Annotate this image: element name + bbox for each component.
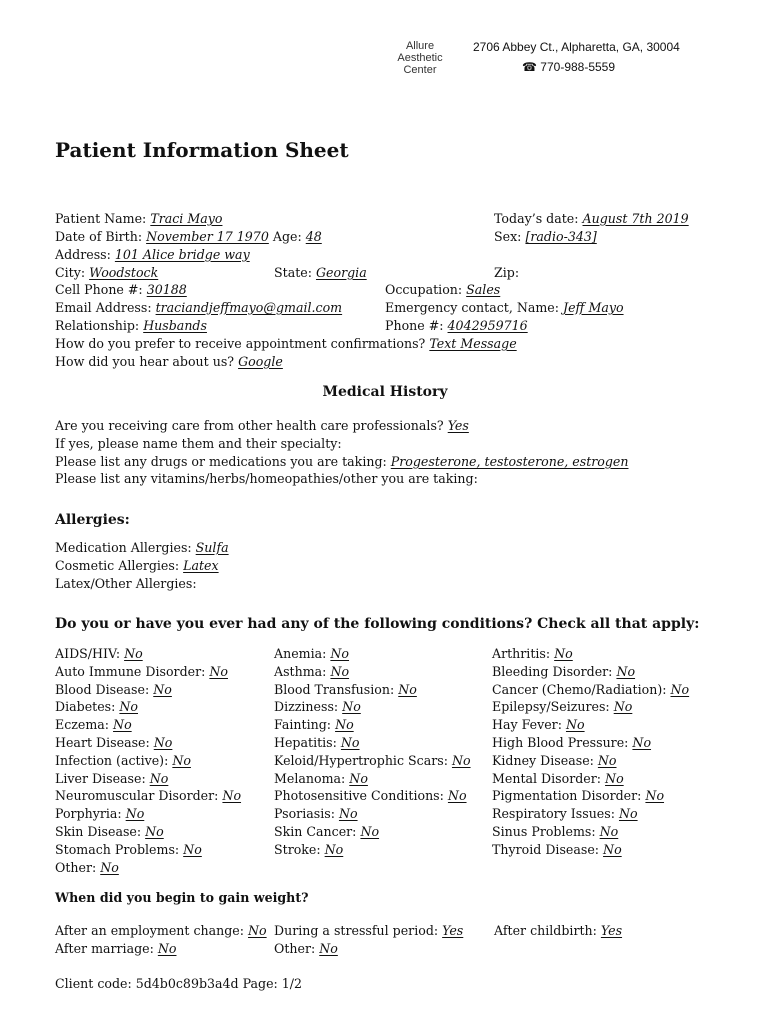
condition-label: Cancer (Chemo/Radiation): [492, 681, 667, 697]
clinic-logo [386, 40, 454, 76]
referral-source-value: Google [238, 354, 283, 369]
condition-label: Anemia: [274, 646, 327, 661]
emergency-contact-value: Jeff Mayo [563, 300, 624, 315]
cosmetic-allergies-label: Cosmetic Allergies: [55, 558, 180, 573]
todays-date-label: Today’s date: [494, 211, 579, 226]
condition-label: Psoriasis: [274, 806, 335, 822]
marriage-value: No [157, 941, 177, 956]
condition-label: Photosensitive Conditions: [274, 788, 444, 804]
condition-label: Diabetes: [55, 699, 116, 715]
condition-row [492, 841, 622, 859]
condition-row [274, 823, 379, 841]
cell-phone-label: Cell Phone #: [55, 282, 143, 297]
cosmetic-allergies-row [55, 557, 219, 575]
telephone-icon: ☎ [522, 60, 537, 74]
condition-label: Kidney Disease: [492, 752, 594, 768]
logo-line: Center [403, 64, 437, 76]
condition-value: No [616, 663, 636, 679]
condition-label: Porphyria: [55, 806, 122, 822]
referral-source-row [55, 353, 283, 371]
dob-row [55, 228, 322, 246]
condition-label: Neuromuscular Disorder: [55, 788, 219, 804]
occupation-label: Occupation: [385, 282, 463, 297]
confirmation-preference-label: How do you prefer to receive appointment confirmations? [55, 336, 426, 351]
cell-phone-value: 30188 [146, 282, 187, 297]
condition-label: Dizziness: [274, 699, 339, 715]
address-row [55, 246, 250, 264]
condition-value: No [618, 806, 638, 822]
confirmation-preference-row [55, 335, 517, 353]
stressful-period-label: During a stressful period: [274, 923, 439, 938]
condition-row [55, 841, 202, 859]
condition-row [274, 663, 349, 681]
logo-line: Aesthetic [397, 52, 443, 64]
medication-allergies-label: Medication Allergies: [55, 540, 192, 555]
condition-value: No [565, 717, 585, 733]
childbirth-value: Yes [600, 923, 623, 938]
todays-date-value: August 7th 2019 [582, 211, 689, 226]
condition-row [55, 681, 172, 699]
condition-value: No [554, 646, 573, 661]
patient-name-label: Patient Name: [55, 211, 147, 226]
condition-row [55, 716, 132, 734]
sex-label: Sex: [494, 229, 522, 244]
other-care-row [55, 417, 469, 435]
condition-value: No [153, 735, 173, 750]
patient-name-value: Traci Mayo [150, 211, 223, 226]
condition-value: No [340, 735, 360, 750]
condition-value: No [172, 752, 191, 768]
condition-value: No [670, 681, 690, 697]
condition-value: No [100, 859, 119, 875]
condition-row [55, 645, 143, 663]
condition-value: No [360, 824, 380, 839]
condition-value: No [330, 646, 350, 661]
condition-row [492, 663, 635, 681]
sex-value: [radio-343] [525, 229, 597, 244]
emergency-phone-label: Phone #: [385, 318, 444, 333]
cosmetic-allergies-value: Latex [183, 558, 219, 573]
other-care-label: Are you receiving care from other health care professionals? [55, 418, 444, 433]
allergies-heading: Allergies: [55, 512, 130, 528]
condition-row [55, 734, 172, 752]
state-value: Georgia [315, 265, 367, 280]
condition-label: AIDS/HIV: [55, 646, 121, 661]
vitamins-label: Please list any vitamins/herbs/homeopathies/other you are taking: [55, 471, 478, 486]
condition-label: Skin Disease: [55, 824, 142, 839]
condition-label: Asthma: [274, 663, 327, 679]
latex-allergies-label: Latex/Other Allergies: [55, 576, 197, 591]
conditions-heading: Do you or have you ever had any of the following conditions? Check all that apply: [55, 616, 700, 632]
condition-label: Other: [55, 859, 97, 875]
condition-value: No [599, 824, 619, 839]
condition-label: Pigmentation Disorder: [492, 788, 642, 804]
sex-row [494, 228, 597, 246]
condition-value: No [597, 752, 617, 768]
condition-row [55, 770, 168, 788]
condition-label: Hay Fever: [492, 717, 562, 733]
condition-label: Bleeding Disorder: [492, 663, 613, 679]
condition-value: No [349, 770, 368, 786]
weight-other-value: No [319, 941, 338, 956]
condition-row [55, 663, 228, 681]
condition-row [55, 859, 119, 877]
condition-row [274, 805, 358, 823]
condition-row [274, 841, 343, 859]
condition-value: No [447, 788, 467, 804]
specialty-label: If yes, please name them and their specialty: [55, 436, 342, 451]
condition-label: Epilepsy/Seizures: [492, 699, 610, 715]
condition-label: Fainting: [274, 717, 332, 733]
condition-row [55, 823, 164, 841]
condition-row [55, 805, 144, 823]
weight-other-row [274, 940, 338, 958]
condition-row [492, 805, 638, 823]
condition-value: No [645, 788, 665, 804]
condition-row [274, 770, 368, 788]
city-label: City: [55, 265, 86, 280]
childbirth-row [494, 922, 622, 940]
condition-value: No [183, 841, 202, 857]
emergency-phone-value: 4042959716 [447, 318, 528, 333]
condition-value: No [613, 699, 633, 715]
condition-label: Sinus Problems: [492, 824, 596, 839]
dob-value: November 17 1970 [146, 229, 269, 244]
condition-value: No [209, 663, 228, 679]
city-value: Woodstock [89, 265, 159, 280]
condition-label: Skin Cancer: [274, 824, 357, 839]
emergency-contact-label: Emergency contact, Name: [385, 300, 560, 315]
condition-label: Infection (active): [55, 752, 169, 768]
condition-value: No [113, 717, 132, 733]
condition-row [274, 752, 471, 770]
address-label: Address: [55, 247, 111, 262]
condition-value: No [398, 681, 417, 697]
relationship-value: Husbands [143, 318, 207, 333]
email-label: Email Address: [55, 300, 152, 315]
age-label: Age: [272, 229, 302, 244]
condition-row [55, 787, 241, 805]
condition-label: Keloid/Hypertrophic Scars: [274, 752, 448, 768]
logo-line: Allure [405, 40, 435, 52]
relationship-label: Relationship: [55, 318, 140, 333]
condition-value: No [330, 663, 350, 679]
condition-label: Stroke: [274, 841, 321, 857]
patient-name-row [55, 210, 222, 228]
weight-other-label: Other: [274, 941, 316, 956]
condition-label: Blood Disease: [55, 681, 150, 697]
childbirth-label: After childbirth: [494, 923, 597, 938]
condition-value: No [119, 699, 138, 715]
medication-allergies-row [55, 539, 229, 557]
dob-label: Date of Birth: [55, 229, 143, 244]
condition-row [492, 752, 617, 770]
condition-row [274, 787, 467, 805]
condition-value: No [603, 841, 622, 857]
condition-label: Liver Disease: [55, 770, 146, 786]
condition-value: No [342, 699, 361, 715]
condition-label: Stomach Problems: [55, 841, 180, 857]
condition-value: No [153, 681, 172, 697]
other-care-value: Yes [447, 418, 469, 433]
condition-label: Eczema: [55, 717, 110, 733]
condition-row [274, 645, 349, 663]
medication-allergies-value: Sulfa [195, 540, 229, 555]
condition-row [492, 645, 573, 663]
clinic-address: 2706 Abbey Ct., Alpharetta, GA, 30004 [473, 40, 680, 54]
condition-row [274, 698, 361, 716]
stressful-period-row [274, 922, 463, 940]
condition-value: No [222, 788, 242, 804]
condition-value: No [125, 806, 145, 822]
emergency-contact-row [385, 299, 624, 317]
employment-change-row [55, 922, 267, 940]
condition-value: No [632, 735, 652, 750]
city-row [55, 264, 158, 282]
condition-row [274, 734, 360, 752]
condition-label: Thyroid Disease: [492, 841, 600, 857]
condition-label: Arthritis: [492, 646, 551, 661]
medications-row [55, 453, 629, 471]
condition-value: No [338, 806, 358, 822]
stressful-period-value: Yes [442, 923, 464, 938]
condition-label: Mental Disorder: [492, 770, 602, 786]
medications-value: Progesterone, testosterone, estrogen [390, 454, 629, 469]
clinic-phone: 770-988-5559 [540, 60, 616, 74]
condition-label: Hepatitis: [274, 735, 337, 750]
confirmation-preference-value: Text Message [429, 336, 517, 351]
cell-phone-row [55, 281, 187, 299]
occupation-row [385, 281, 500, 299]
condition-row [492, 770, 624, 788]
email-value: traciandjeffmayo@gmail.com [155, 300, 343, 315]
condition-label: High Blood Pressure: [492, 735, 629, 750]
weight-gain-heading: When did you begin to gain weight? [55, 890, 309, 905]
emergency-phone-row [385, 317, 528, 335]
clinic-phone-row [522, 60, 615, 74]
medications-label: Please list any drugs or medications you are taking: [55, 454, 387, 469]
age-value: 48 [305, 229, 322, 244]
condition-label: Blood Transfusion: [274, 681, 395, 697]
condition-row [492, 716, 585, 734]
condition-value: No [149, 770, 169, 786]
condition-row [492, 823, 618, 841]
state-row [274, 264, 367, 282]
condition-label: Respiratory Issues: [492, 806, 615, 822]
referral-source-label: How did you hear about us? [55, 354, 235, 369]
condition-value: No [124, 646, 143, 661]
marriage-label: After marriage: [55, 941, 154, 956]
condition-row [274, 681, 417, 699]
condition-label: Auto Immune Disorder: [55, 663, 206, 679]
condition-value: No [335, 717, 354, 733]
marriage-row [55, 940, 176, 958]
email-row [55, 299, 342, 317]
condition-label: Heart Disease: [55, 735, 150, 750]
condition-value: No [451, 752, 471, 768]
condition-row [492, 734, 651, 752]
employment-change-label: After an employment change: [55, 923, 244, 938]
condition-value: No [145, 824, 164, 839]
condition-row [55, 752, 191, 770]
condition-label: Melanoma: [274, 770, 346, 786]
relationship-row [55, 317, 207, 335]
state-label: State: [274, 265, 312, 280]
condition-row [274, 716, 354, 734]
address-value: 101 Alice bridge way [114, 247, 250, 262]
medical-history-heading: Medical History [322, 384, 448, 400]
zip-label: Zip: [494, 265, 520, 280]
todays-date-row [494, 210, 689, 228]
condition-row [492, 681, 689, 699]
condition-value: No [605, 770, 624, 786]
condition-row [492, 787, 664, 805]
condition-row [55, 698, 138, 716]
page-title: Patient Information Sheet [55, 138, 349, 162]
footer-client-code: Client code: 5d4b0c89b3a4d Page: 1/2 [55, 976, 303, 991]
condition-row [492, 698, 632, 716]
condition-value: No [324, 841, 344, 857]
occupation-value: Sales [466, 282, 501, 297]
employment-change-value: No [248, 923, 267, 938]
